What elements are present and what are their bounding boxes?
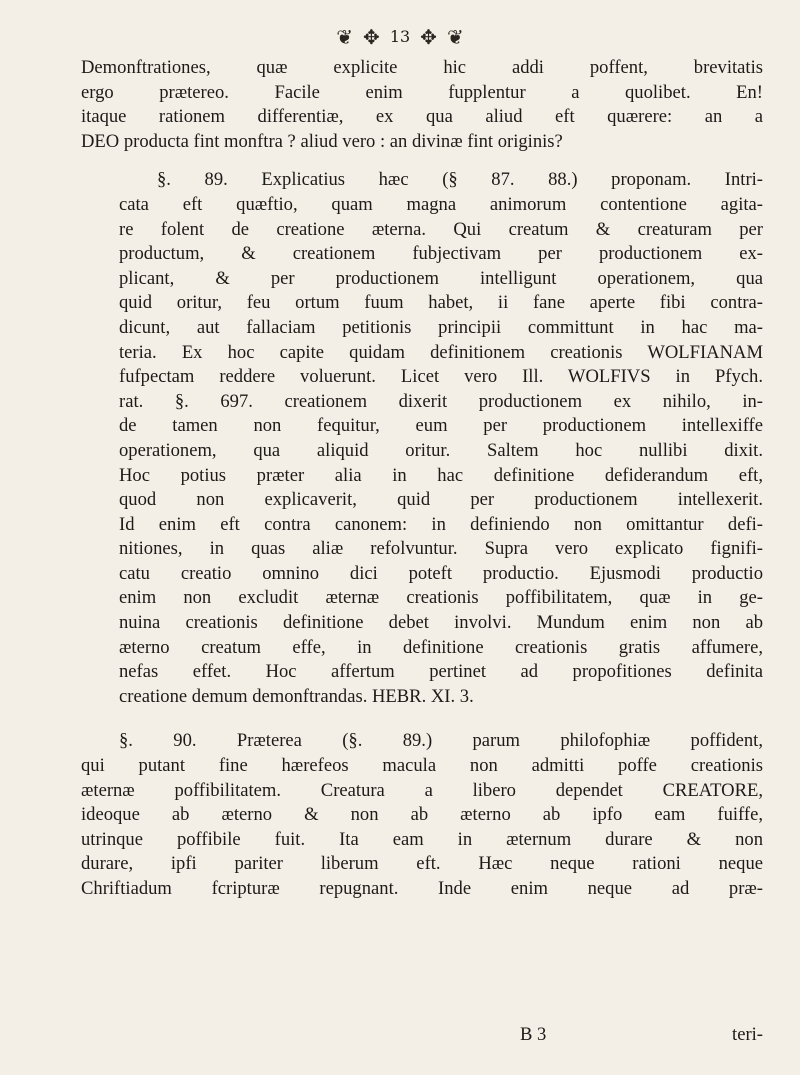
text-line: de tamen non fequitur, eum per productionem intellexiffe bbox=[119, 415, 763, 437]
fleuron-right-icon: ❦ bbox=[446, 25, 464, 49]
text-line: operationem, qua aliquid oritur. Saltem hoc nullibi dixit. bbox=[119, 439, 763, 461]
text-line: quid oritur, feu ortum fuum habet, ii fane aperte fibi contra- bbox=[119, 292, 763, 314]
signature-mark: B 3 bbox=[520, 1024, 547, 1045]
text-line: qui putant fine hærefeos macula non admitti poffe creationis bbox=[81, 755, 763, 777]
body-text bbox=[81, 56, 763, 902]
text-line: Chriftiadum fcripturæ repugnant. Inde enim neque ad præ- bbox=[81, 878, 763, 899]
page-footer bbox=[520, 1024, 763, 1046]
text-line: Id enim eft contra canonem: in definiendo non omittantur defi- bbox=[119, 513, 763, 535]
text-line: quod non explicaverit, quid per productionem intellexerit. bbox=[119, 489, 763, 511]
text-line: teria. Ex hoc capite quidam definitionem creationis WOLFIANAM bbox=[119, 341, 763, 363]
text-line: catu creatio omnino dici poteft productio. Ejusmodi productio bbox=[119, 562, 763, 584]
text-line: Hoc potius præter alia in hac definitione defiderandum eft, bbox=[119, 464, 763, 486]
text-line: æternæ poffibilitatem. Creatura a libero dependet CREATORE, bbox=[81, 779, 763, 801]
text-line: productum, & creationem fubjectivam per productionem ex- bbox=[119, 243, 763, 265]
text-line: nuina creationis definitione debet involvi. Mundum enim non ab bbox=[119, 612, 763, 634]
text-line: itaque rationem differentiæ, ex qua aliud eft quærere: an a bbox=[81, 106, 763, 128]
text-line: utrinque poffibile fuit. Ita eam in æternum durare & non bbox=[81, 828, 763, 850]
text-line: re folent de creatione æterna. Qui creatum & creaturam per bbox=[119, 218, 763, 240]
fleuron-left-icon: ❦ bbox=[336, 25, 354, 49]
text-line: fufpectam reddere voluerunt. Licet vero Ill. WOLFIVS in Pfych. bbox=[119, 366, 763, 388]
page-number: 13 bbox=[389, 27, 411, 46]
text-line: ideoque ab æterno & non ab æterno ab ipfo eam fuiffe, bbox=[81, 804, 763, 826]
text-line: Demonftrationes, quæ explicite hic addi poffent, brevitatis bbox=[81, 57, 763, 78]
text-line: nitiones, in quas aliæ refolvuntur. Supra vero explicato fignifi- bbox=[119, 538, 763, 560]
paragraph-section-89 bbox=[81, 168, 763, 709]
catchword: teri- bbox=[732, 1024, 763, 1045]
text-line: durare, ipfi pariter liberum eft. Hæc neque rationi neque bbox=[81, 853, 763, 875]
text-line: creatione demum demonftrandas. HEBR. XI. 3. bbox=[119, 685, 474, 707]
page-header bbox=[0, 22, 800, 52]
text-line: cata eft quæftio, quam magna animorum contentione agita- bbox=[119, 193, 763, 215]
text-line: nefas effet. Hoc affertum pertinet ad propofitiones definita bbox=[119, 661, 763, 683]
cross-ornament-left-icon: ✥ bbox=[363, 25, 380, 49]
text-line: ergo prætereo. Facile enim fupplentur a quolibet. En! bbox=[81, 81, 763, 103]
text-line: plicant, & per productionem intelligunt operationem, qua bbox=[119, 267, 763, 289]
paragraph-intro bbox=[81, 56, 763, 154]
text-line: dicunt, aut fallaciam petitionis principii committunt in hac ma- bbox=[119, 316, 763, 338]
text-line: rat. §. 697. creationem dixerit productionem ex nihilo, in- bbox=[119, 390, 763, 412]
text-line: DEO producta fint monftra ? aliud vero : an divinæ fint originis? bbox=[81, 130, 563, 152]
text-line: æterno creatum effe, in definitione creationis gratis affumere, bbox=[119, 636, 763, 658]
text-line: §. 89. Explicatius hæc (§ 87. 88.) proponam. Intri- bbox=[157, 169, 763, 191]
text-line: §. 90. Præterea (§. 89.) parum philofophiæ poffident, bbox=[119, 730, 763, 752]
paragraph-section-90 bbox=[81, 729, 763, 901]
text-line: enim non excludit æternæ creationis poffibilitatem, quæ in ge- bbox=[119, 587, 763, 609]
cross-ornament-right-icon: ✥ bbox=[420, 25, 437, 49]
